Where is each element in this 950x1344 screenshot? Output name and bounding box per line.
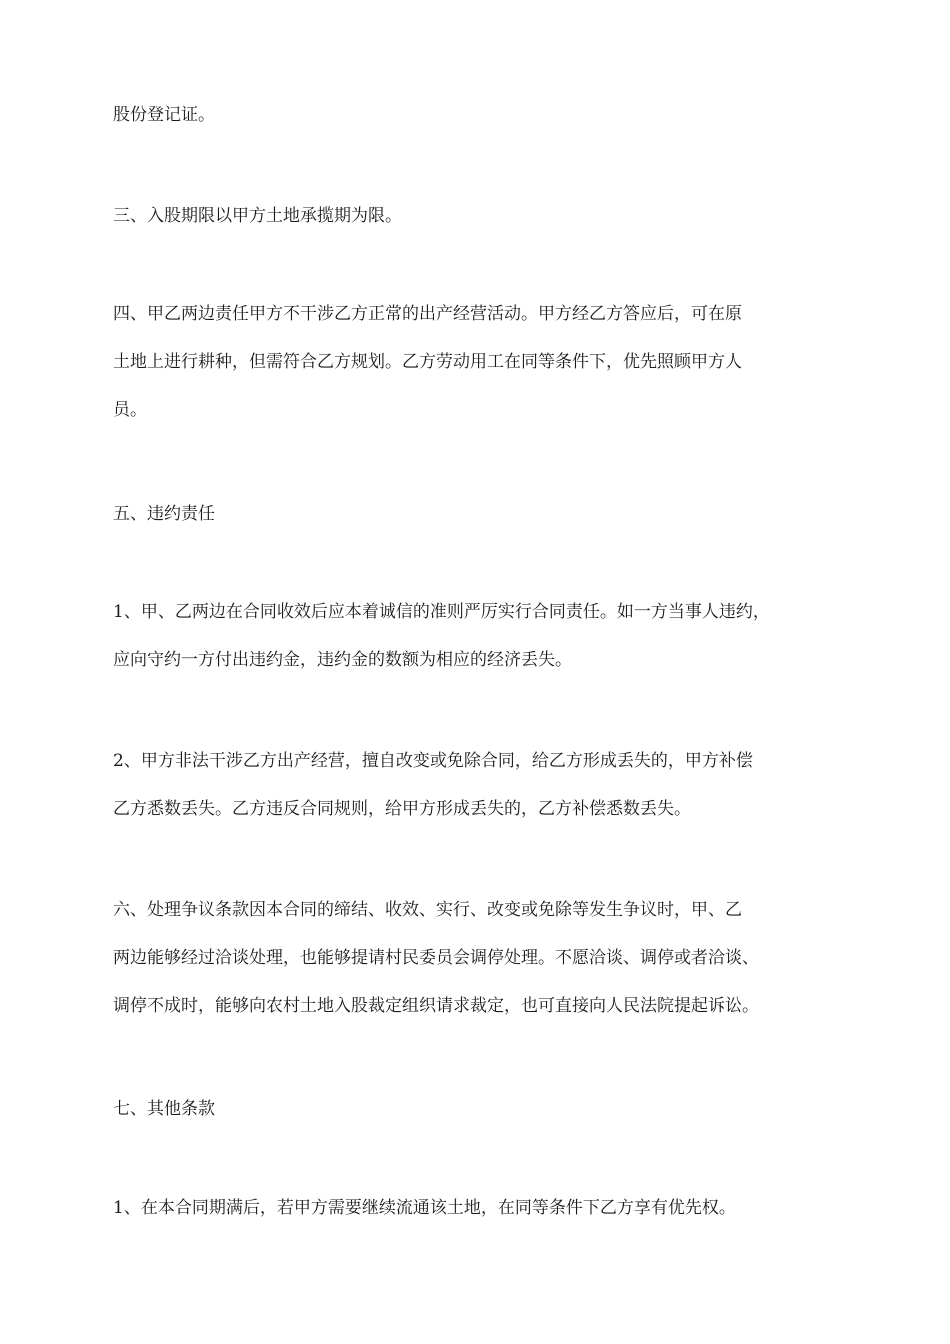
paragraph-breach-item-1 <box>113 588 853 684</box>
text-line: 七、其他条款 <box>113 1099 215 1119</box>
paragraph-breach-item-2 <box>113 737 853 833</box>
paragraph-share-certificate <box>113 91 853 139</box>
text-line: 员。 <box>113 400 147 420</box>
text-line: 调停不成时，能够向农村土地入股裁定组织请求裁定，也可直接向人民法院提起诉讼。 <box>113 996 759 1016</box>
text-line: 三、入股期限以甲方土地承揽期为限。 <box>113 206 402 226</box>
paragraph-clause-3 <box>113 192 853 240</box>
text-line: 股份登记证。 <box>113 105 215 125</box>
section-heading-other-terms <box>113 1085 853 1133</box>
text-line: 两边能够经过洽谈处理，也能够提请村民委员会调停处理。不愿洽谈、调停或者洽谈、 <box>113 948 759 968</box>
text-line: 六、处理争议条款因本合同的缔结、收效、实行、改变或免除等发生争议时，甲、乙 <box>113 900 742 920</box>
text-line: 土地上进行耕种，但需符合乙方规划。乙方劳动用工在同等条件下，优先照顾甲方人 <box>113 352 742 372</box>
paragraph-other-item-1 <box>113 1184 853 1232</box>
text-line: 乙方悉数丢失。乙方违反合同规则，给甲方形成丢失的，乙方补偿悉数丢失。 <box>113 799 691 819</box>
text-line: 1、甲、乙两边在合同收效后应本着诚信的准则严厉实行合同责任。如一方当事人违约， <box>113 602 770 622</box>
text-line: 1、在本合同期满后，若甲方需要继续流通该土地，在同等条件下乙方享有优先权。 <box>113 1198 736 1218</box>
paragraph-clause-4 <box>113 290 853 434</box>
section-heading-breach-liability <box>113 490 853 538</box>
paragraph-clause-6 <box>113 886 853 1030</box>
text-line: 2、甲方非法干涉乙方出产经营，擅自改变或免除合同，给乙方形成丢失的，甲方补偿 <box>113 751 753 771</box>
text-line: 四、甲乙两边责任甲方不干涉乙方正常的出产经营活动。甲方经乙方答应后，可在原 <box>113 304 742 324</box>
text-line: 五、违约责任 <box>113 504 215 524</box>
text-line: 应向守约一方付出违约金，违约金的数额为相应的经济丢失。 <box>113 650 572 670</box>
